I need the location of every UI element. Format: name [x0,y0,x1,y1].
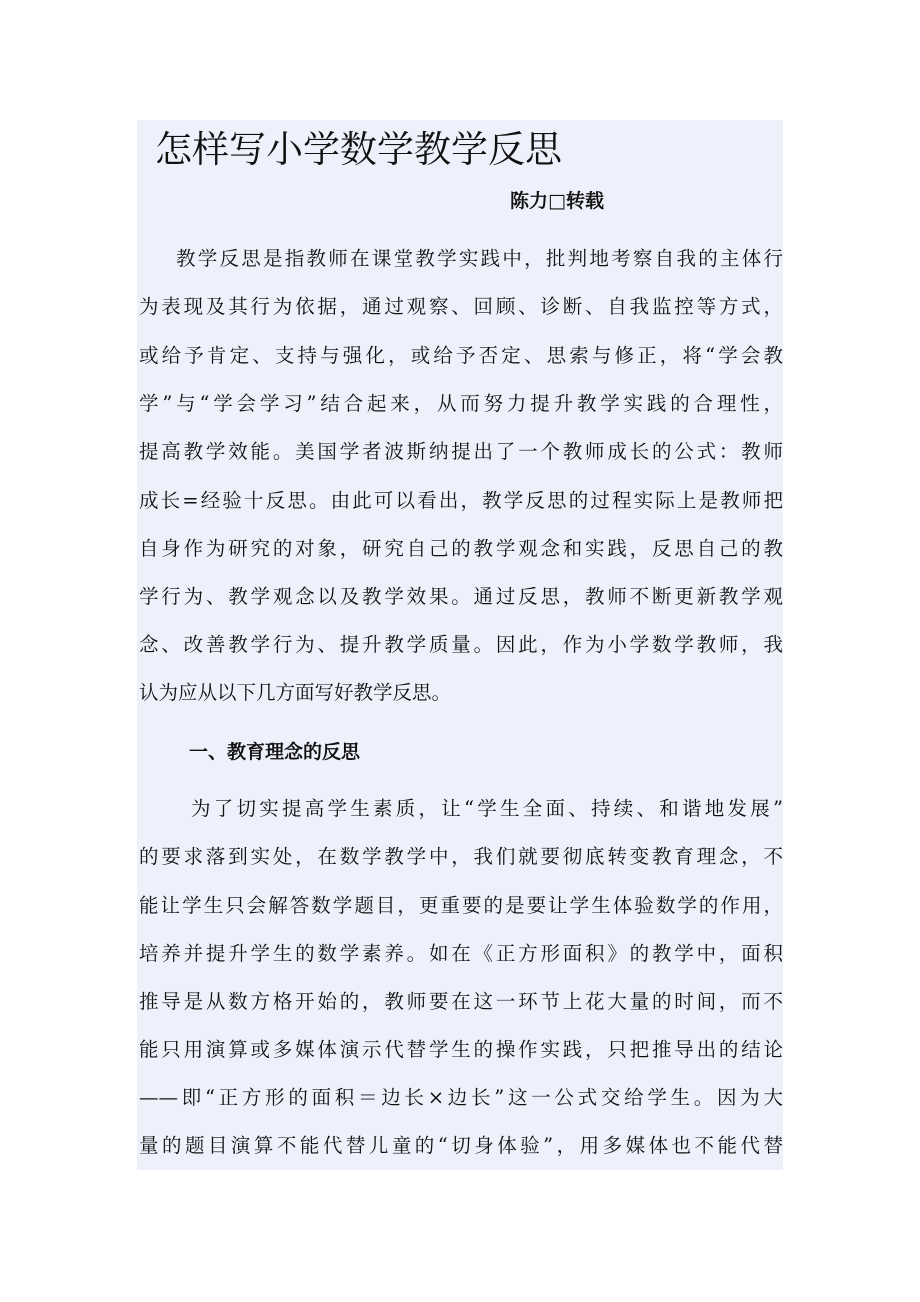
paragraph-line: 的要求落到实处，在数学教学中，我们就要彻底转变教育理念，不 [139,845,783,868]
paragraph-line: 念、改善教学行为、提升教学质量。因此，作为小学数学教师，我 [139,633,783,656]
document-page [137,120,783,1170]
paragraph-line: 认为应从以下几方面写好教学反思。 [139,681,452,704]
paragraph-line: 提高教学效能。美国学者波斯纳提出了一个教师成长的公式：教师 [139,440,783,463]
paragraph-line: 自身作为研究的对象，研究自己的教学观念和实践，反思自己的教 [139,537,783,560]
paragraph-line: 为表现及其行为依据，通过观察、回顾、诊断、自我监控等方式， [139,295,783,318]
paragraph-line: 或给予肯定、支持与强化，或给予否定、思索与修正，将“学会教 [139,344,783,367]
paragraph-line: ——即“正方形的面积＝边长×边长”这一公式交给学生。因为大 [139,1086,783,1109]
paragraph-line: 推导是从数方格开始的，教师要在这一环节上花大量的时间，而不 [139,990,783,1013]
paragraph-line: 学”与“学会学习”结合起来，从而努力提升教学实践的合理性， [139,392,783,415]
paragraph-line: 学行为、教学观念以及教学效果。通过反思，教师不断更新教学观 [139,585,783,608]
paragraph-line: 为了切实提高学生素质，让“学生全面、持续、和谐地发展” [191,797,783,820]
paragraph-line: 能让学生只会解答数学题目，更重要的是要让学生体验数学的作用， [139,894,783,917]
paragraph-line: 成长=经验十反思。由此可以看出，教学反思的过程实际上是教师把 [139,489,783,512]
paragraph-line: 教学反思是指教师在课堂教学实践中，批判地考察自我的主体行 [176,247,783,270]
paragraph-line: 培养并提升学生的数学素养。如在《正方形面积》的教学中，面积 [139,942,783,965]
paragraph-line: 量的题目演算不能代替儿童的“切身体验”，用多媒体也不能代替 [139,1134,783,1157]
document-title: 怎样写小学数学教学反思 [155,128,562,171]
section-heading: 一、教育理念的反思 [189,741,361,763]
paragraph-line: 能只用演算或多媒体演示代替学生的操作实践，只把推导出的结论 [139,1038,783,1061]
author-byline: 陈力□转载 [510,190,604,212]
